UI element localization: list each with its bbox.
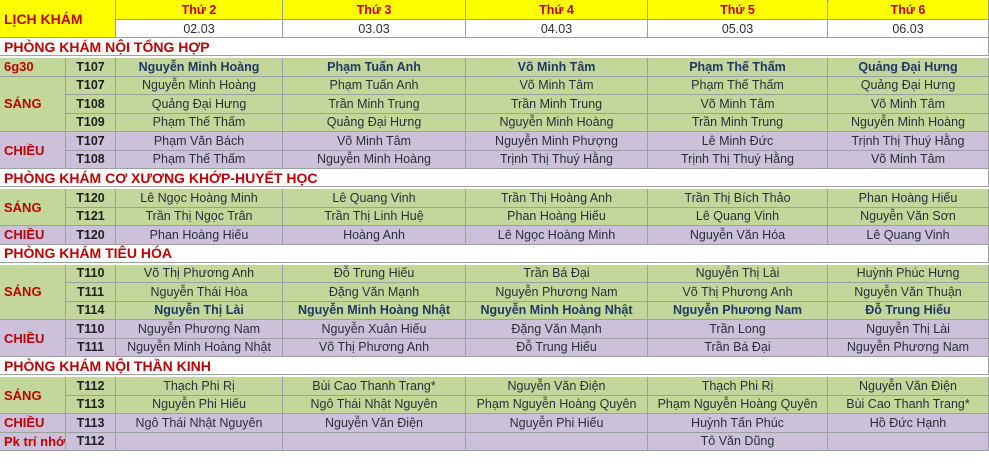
doctor-cell: Nguyễn Phương Nam	[466, 283, 648, 302]
doctor-cell: Ngô Thái Nhật Nguyên	[283, 396, 466, 415]
day-header: Thứ 6	[828, 0, 989, 20]
room-code: T112	[66, 433, 116, 452]
doctor-cell: Nguyễn Minh Hoàng	[466, 114, 648, 133]
doctor-cell: Trần Minh Trung	[648, 114, 828, 133]
date-header: 03.03	[283, 20, 466, 38]
date-header: 04.03	[466, 20, 648, 38]
session-label: CHIỀU	[0, 320, 66, 357]
doctor-cell: Phạm Tuấn Anh	[283, 77, 466, 96]
doctor-cell: Nguyễn Minh Hoàng	[828, 114, 989, 133]
doctor-cell: Tô Văn Dũng	[648, 433, 828, 452]
day-header: Thứ 2	[116, 0, 283, 20]
doctor-cell: Trần Bá Đại	[466, 265, 648, 284]
room-code: T110	[66, 320, 116, 339]
doctor-cell: Nguyễn Xuân Hiếu	[283, 320, 466, 339]
day-header: Thứ 4	[466, 0, 648, 20]
doctor-cell: Trịnh Thị Thuý Hằng	[648, 151, 828, 170]
session-label: SÁNG	[0, 377, 66, 414]
room-code: T108	[66, 151, 116, 170]
doctor-cell: Lê Quang Vinh	[648, 208, 828, 227]
doctor-cell	[283, 433, 466, 452]
session-label: SÁNG	[0, 77, 66, 133]
session-label: SÁNG	[0, 189, 66, 226]
day-header: Thứ 5	[648, 0, 828, 20]
doctor-cell: Hồ Đức Hạnh	[828, 414, 989, 433]
doctor-cell: Võ Minh Tâm	[648, 95, 828, 114]
doctor-cell: Nguyễn Văn Sơn	[828, 208, 989, 227]
doctor-cell: Đỗ Trung Hiếu	[283, 265, 466, 284]
session-label: CHIỀU	[0, 226, 66, 245]
doctor-cell: Nguyễn Phương Nam	[828, 339, 989, 358]
room-code: T107	[66, 58, 116, 77]
doctor-cell: Võ Minh Tâm	[828, 151, 989, 170]
doctor-cell: Trần Thị Linh Huệ	[283, 208, 466, 227]
section-title: PHÒNG KHÁM NỘI THẦN KINH	[0, 357, 989, 375]
doctor-cell: Lê Quang Vinh	[283, 189, 466, 208]
room-code: T120	[66, 226, 116, 245]
doctor-cell: Phạm Thế Thấm	[648, 77, 828, 96]
room-code: T113	[66, 414, 116, 433]
doctor-cell: Quảng Đại Hưng	[116, 95, 283, 114]
doctor-cell: Quảng Đại Hưng	[828, 77, 989, 96]
doctor-cell: Bùi Cao Thanh Trang*	[283, 377, 466, 396]
doctor-cell: Nguyễn Minh Hoàng	[116, 58, 283, 77]
date-header: 06.03	[828, 20, 989, 38]
doctor-cell: Nguyễn Văn Điện	[283, 414, 466, 433]
doctor-cell: Nguyễn Văn Hóa	[648, 226, 828, 245]
doctor-cell: Phạm Thế Thấm	[116, 151, 283, 170]
room-code: T120	[66, 189, 116, 208]
doctor-cell: Đặng Văn Mạnh	[466, 320, 648, 339]
doctor-cell	[466, 433, 648, 452]
room-code: T112	[66, 377, 116, 396]
day-header: Thứ 3	[283, 0, 466, 20]
doctor-cell: Nguyễn Văn Thuận	[828, 283, 989, 302]
doctor-cell: Võ Minh Tâm	[466, 58, 648, 77]
session-label: Pk trí nhớ	[0, 433, 66, 452]
doctor-cell: Nguyễn Thị Lài	[648, 265, 828, 284]
doctor-cell: Đỗ Trung Hiếu	[828, 302, 989, 321]
doctor-cell: Nguyễn Văn Điện	[828, 377, 989, 396]
doctor-cell: Đỗ Trung Hiếu	[466, 339, 648, 358]
doctor-cell: Huỳnh Phúc Hưng	[828, 265, 989, 284]
doctor-cell: Nguyễn Phi Hiếu	[116, 396, 283, 415]
doctor-cell	[828, 433, 989, 452]
room-code: T109	[66, 114, 116, 133]
doctor-cell: Phạm Nguyễn Hoàng Quyên	[648, 396, 828, 415]
room-code: T107	[66, 77, 116, 96]
doctor-cell: Nguyễn Minh Phượng	[466, 132, 648, 151]
room-code: T111	[66, 339, 116, 358]
doctor-cell: Quảng Đại Hưng	[828, 58, 989, 77]
room-code: T108	[66, 95, 116, 114]
session-label: CHIỀU	[0, 132, 66, 169]
section-title: PHÒNG KHÁM CƠ XƯƠNG KHỚP-HUYẾT HỌC	[0, 169, 989, 187]
doctor-cell: Nguyễn Minh Hoàng Nhật	[283, 302, 466, 321]
doctor-cell: Phan Hoàng Hiếu	[828, 189, 989, 208]
session-label: 6g30	[0, 58, 66, 77]
doctor-cell: Quảng Đại Hưng	[283, 114, 466, 133]
doctor-cell: Võ Thị Phương Anh	[283, 339, 466, 358]
session-label: CHIỀU	[0, 414, 66, 433]
doctor-cell: Đặng Văn Mạnh	[283, 283, 466, 302]
doctor-cell: Trịnh Thị Thuý Hằng	[466, 151, 648, 170]
doctor-cell: Lê Quang Vinh	[828, 226, 989, 245]
doctor-cell: Nguyễn Thị Lài	[116, 302, 283, 321]
doctor-cell: Võ Thị Phương Anh	[116, 265, 283, 284]
doctor-cell: Phạm Thế Thấm	[116, 114, 283, 133]
doctor-cell: Phan Hoàng Hiếu	[116, 226, 283, 245]
doctor-cell: Nguyễn Thái Hòa	[116, 283, 283, 302]
doctor-cell: Võ Thị Phương Anh	[648, 283, 828, 302]
room-code: T111	[66, 283, 116, 302]
doctor-cell: Phạm Thế Thấm	[648, 58, 828, 77]
doctor-cell: Võ Minh Tâm	[283, 132, 466, 151]
doctor-cell: Trịnh Thị Thuý Hằng	[828, 132, 989, 151]
doctor-cell: Võ Minh Tâm	[828, 95, 989, 114]
doctor-cell: Hoàng Anh	[283, 226, 466, 245]
room-code: T107	[66, 132, 116, 151]
doctor-cell: Nguyễn Minh Hoàng Nhật	[116, 339, 283, 358]
doctor-cell: Thạch Phi Rị	[648, 377, 828, 396]
doctor-cell: Nguyễn Văn Điện	[466, 377, 648, 396]
doctor-cell: Trần Minh Trung	[466, 95, 648, 114]
room-code: T110	[66, 265, 116, 284]
doctor-cell: Thạch Phi Rị	[116, 377, 283, 396]
doctor-cell: Phạm Nguyễn Hoàng Quyên	[466, 396, 648, 415]
doctor-cell: Trần Thị Hoàng Anh	[466, 189, 648, 208]
doctor-cell	[116, 433, 283, 452]
doctor-cell: Ngô Thái Nhật Nguyên	[116, 414, 283, 433]
doctor-cell: Trần Thị Bích Thảo	[648, 189, 828, 208]
header-spacer	[828, 0, 829, 1]
doctor-cell: Phan Hoàng Hiếu	[466, 208, 648, 227]
date-header: 02.03	[116, 20, 283, 38]
schedule-title: LỊCH KHÁM	[0, 0, 116, 38]
doctor-cell: Trần Minh Trung	[283, 95, 466, 114]
doctor-cell: Nguyễn Minh Hoàng Nhật	[466, 302, 648, 321]
doctor-cell: Phạm Văn Bách	[116, 132, 283, 151]
room-code: T121	[66, 208, 116, 227]
doctor-cell: Trần Bá Đại	[648, 339, 828, 358]
date-header: 05.03	[648, 20, 828, 38]
doctor-cell: Nguyễn Thị Lài	[828, 320, 989, 339]
doctor-cell: Lê Ngọc Hoàng Minh	[466, 226, 648, 245]
doctor-cell: Võ Minh Tâm	[466, 77, 648, 96]
doctor-cell: Nguyễn Phi Hiếu	[466, 414, 648, 433]
doctor-cell: Bùi Cao Thanh Trang*	[828, 396, 989, 415]
doctor-cell: Nguyễn Phương Nam	[648, 302, 828, 321]
doctor-cell: Trần Thị Ngọc Trân	[116, 208, 283, 227]
doctor-cell: Trần Long	[648, 320, 828, 339]
doctor-cell: Lê Minh Đức	[648, 132, 828, 151]
room-code: T113	[66, 396, 116, 415]
section-title: PHÒNG KHÁM NỘI TỔNG HỢP	[0, 38, 989, 56]
section-title: PHÒNG KHÁM TIÊU HÓA	[0, 245, 989, 263]
room-code: T114	[66, 302, 116, 321]
doctor-cell: Nguyễn Minh Hoàng	[283, 151, 466, 170]
doctor-cell: Lê Ngọc Hoàng Minh	[116, 189, 283, 208]
doctor-cell: Huỳnh Tấn Phúc	[648, 414, 828, 433]
session-label: SÁNG	[0, 265, 66, 321]
doctor-cell: Phạm Tuấn Anh	[283, 58, 466, 77]
doctor-cell: Nguyễn Minh Hoàng	[116, 77, 283, 96]
doctor-cell: Nguyễn Phương Nam	[116, 320, 283, 339]
